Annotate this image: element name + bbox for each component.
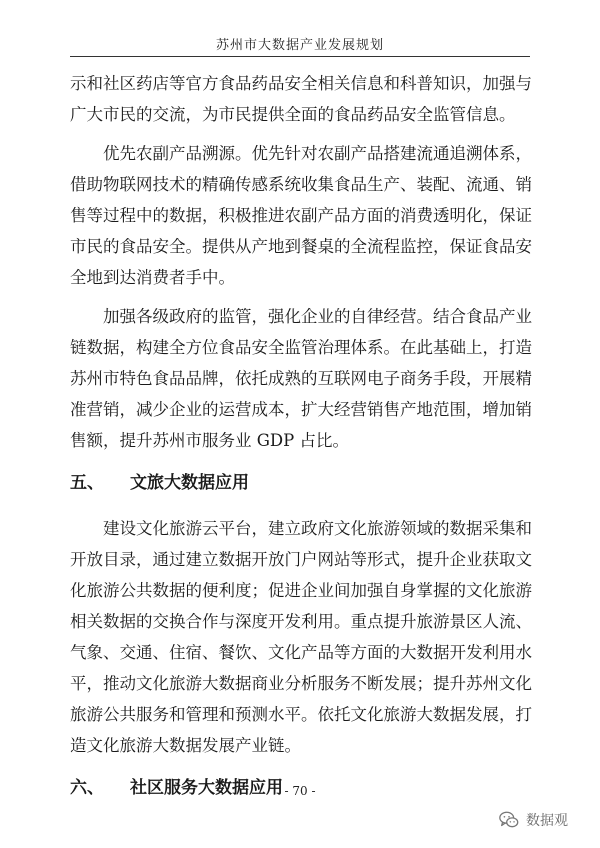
section-number: 六、: [70, 778, 104, 798]
paragraph-tourism: 建设文化旅游云平台，建立政府文化旅游领域的数据采集和开放目录，通过建立数据开放门户网站等形式，提升企业获取文化旅游公共数据的便利度；促进企业间加强自身掌握的文化旅游相关数据的交换合作与深度开发利用。重点提升旅游景区人流、气象、交通、住宿、餐饮、文化产品等方面的大数据开发利用水平，推动文化旅游大数据商业分析服务不断发展；提升苏州文化旅游公共服务和管理和预测水平。依托文化旅游大数据发展，打造文化旅游大数据发展产业链。: [70, 519, 532, 755]
wechat-icon: [498, 809, 520, 831]
section-number: 五、: [70, 473, 104, 493]
header-divider: [70, 56, 530, 57]
watermark-text: 数据观: [526, 813, 568, 829]
paragraph-traceability: 优先农副产品溯源。优先针对农副产品搭建流通追溯体系，借助物联网技术的精确传感系统收集食品生产、装配、流通、销售等过程中的数据，积极推进农副产品方面的消费透明化，保证市民的食品安全。提供从产地到餐桌的全流程监控，保证食品安全地到达消费者手中。: [70, 144, 532, 287]
watermark: [498, 808, 568, 832]
section-heading-tourism: [70, 468, 532, 499]
paragraph-continued: 示和社区药店等官方食品药品安全相关信息和科普知识，加强与广大市民的交流，为市民提供全面的食品药品安全监管信息。: [70, 74, 532, 124]
document-title: 苏州市大数据产业发展规划: [215, 38, 384, 53]
page-body: [70, 68, 532, 818]
section-title: 文旅大数据应用: [130, 473, 249, 493]
page-number: - 70 -: [284, 784, 316, 798]
paragraph-supervision: 加强各级政府的监管，强化企业的自律经营。结合食品产业链数据，构建全方位食品安全监管治理体系。在此基础上，打造苏州市特色食品品牌，依托成熟的互联网电子商务手段，开展精准营销，减少企业的运营成本，扩大经营销售产地范围，增加销售额，提升苏州市服务业 GDP 占比。: [70, 307, 532, 450]
section-title: 社区服务大数据应用: [130, 778, 283, 798]
page-header: [0, 0, 600, 62]
